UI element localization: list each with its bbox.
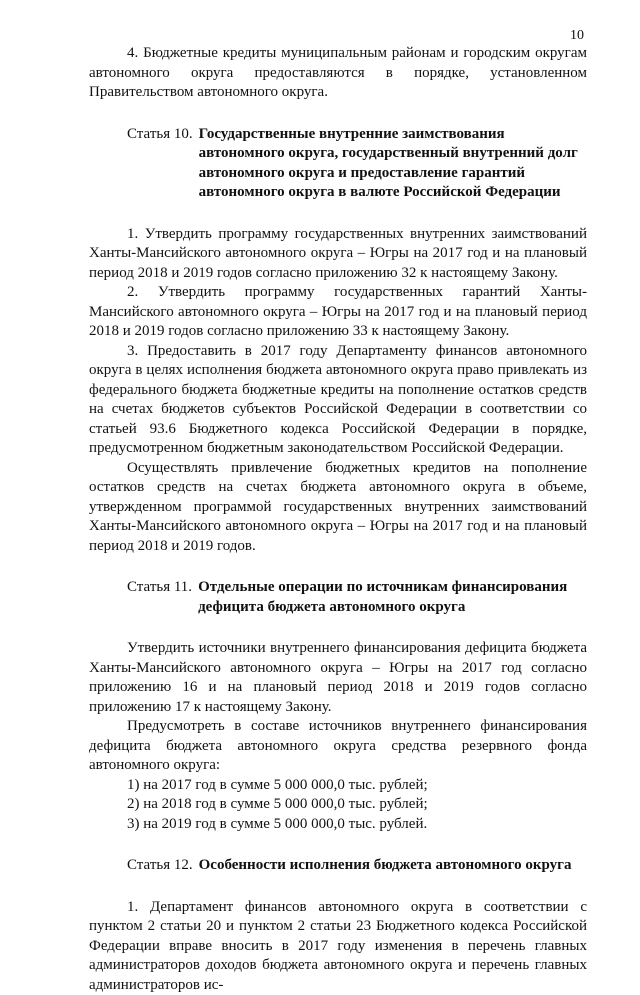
article-10-paragraph-2: 2. Утвердить программу государственных гарантий Ханты-Мансийского автономного округа – Югры на 2017 год и на плановый период 2018 и 2019 годов согласно приложению 33 к настоящему Закону. — [89, 283, 587, 342]
article-11-label: Статья 11. — [89, 578, 198, 617]
article-11-paragraph-2: Предусмотреть в составе источников внутреннего финансирования дефицита бюджета автономного округа средства резервного фонда автономного округа: — [89, 717, 587, 776]
article-10-paragraph-4: Осуществлять привлечение бюджетных кредитов на пополнение остатков средств на счетах бюджета автономного округа в объеме, утвержденном программой государственных внутренних заимствований Ханты-Мансийского автономного округа – Югры на 2017 год и на плановый период 2018 и 2019 годов. — [89, 459, 587, 557]
document-body — [89, 44, 587, 995]
article-12-title: Особенности исполнения бюджета автономного округа — [199, 856, 572, 876]
article-12-heading — [89, 856, 587, 876]
article-11-heading — [89, 578, 587, 617]
article-11-title: Отдельные операции по источникам финансирования дефицита бюджета автономного округа — [198, 578, 587, 617]
article-10-title: Государственные внутренние заимствования автономного округа, государственный внутренний долг автономного округа и предоставление гарантий автономного округа в валюте Российской Федерации — [199, 125, 587, 203]
article-12-label: Статья 12. — [89, 856, 199, 876]
page-number: 10 — [570, 28, 584, 44]
article-11-paragraph-1: Утвердить источники внутреннего финансирования дефицита бюджета Ханты-Мансийского автономного округа – Югры на 2017 год согласно приложению 16 и на плановый период 2018 и 2019 годов согласно приложению 17 к настоящему Закону. — [89, 639, 587, 717]
article-10-label: Статья 10. — [89, 125, 199, 203]
list-item: 1) на 2017 год в сумме 5 000 000,0 тыс. рублей; — [89, 776, 587, 796]
article-10-paragraph-1: 1. Утвердить программу государственных внутренних заимствований Ханты-Мансийского автономного округа – Югры на 2017 год и на плановый период 2018 и 2019 годов согласно приложению 32 к настоящему Закону. — [89, 225, 587, 284]
list-item: 3) на 2019 год в сумме 5 000 000,0 тыс. рублей. — [89, 815, 587, 835]
list-item: 2) на 2018 год в сумме 5 000 000,0 тыс. рублей; — [89, 795, 587, 815]
article-12-paragraph-1: 1. Департамент финансов автономного округа в соответствии с пунктом 2 статьи 20 и пунктом 2 статьи 23 Бюджетного кодекса Российской Федерации вправе вносить в 2017 году изменения в перечень главных администраторов доходов бюджета автономного округа и перечень главных администраторов ис- — [89, 898, 587, 995]
paragraph-intro: 4. Бюджетные кредиты муниципальным районам и городским округам автономного округа предоставляются в порядке, установленном Правительством автономного округа. — [89, 44, 587, 103]
article-10-paragraph-3: 3. Предоставить в 2017 году Департаменту финансов автономного округа в целях исполнения бюджета автономного округа право привлекать из федерального бюджета бюджетные кредиты на пополнение остатков средств на счетах бюджетов субъектов Российской Федерации в соответствии со статьей 93.6 Бюджетного кодекса Российской Федерации в порядке, предусмотренном бюджетным законодательством Российской Федерации. — [89, 342, 587, 459]
article-10-heading — [89, 125, 587, 203]
